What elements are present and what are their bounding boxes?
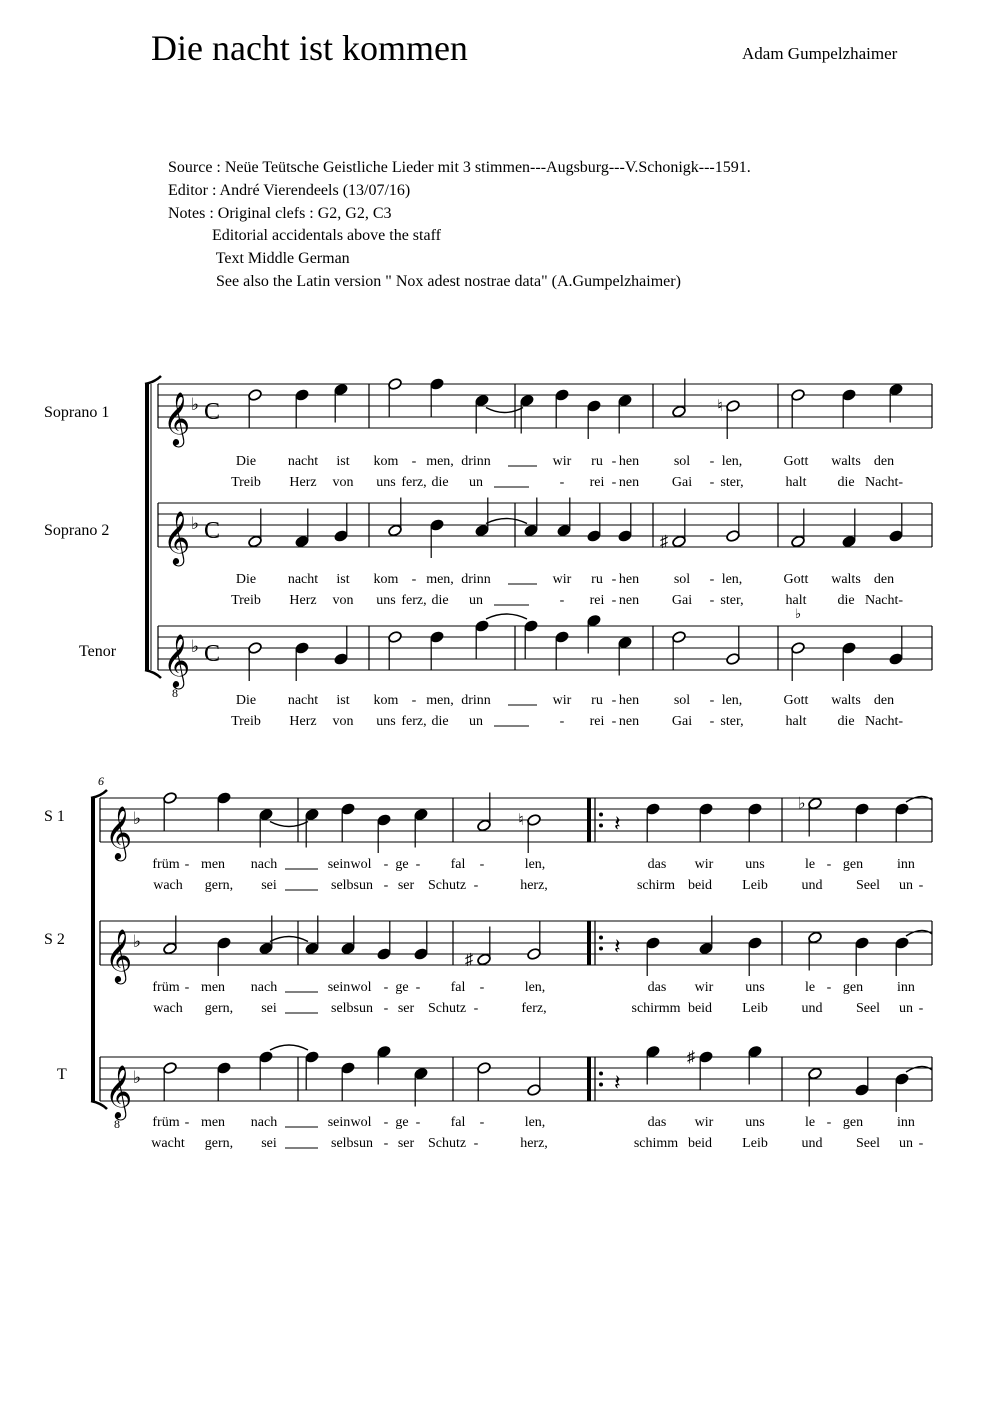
lyric-system1-voice3-line2: die: [837, 714, 855, 729]
lyric-system2-voice1-line2: Leib: [742, 878, 768, 893]
lyric-system1-voice2-line2: rei: [589, 593, 605, 608]
lyric-system2-voice1-line2: und: [801, 878, 823, 893]
lyric-system2-voice2-line2: ferz,: [521, 1001, 547, 1016]
lyric-system2-voice3-line2: gern,: [204, 1136, 234, 1151]
voice-label-t: T: [57, 1066, 67, 1083]
key-signature-flat-icon: ♭: [133, 932, 142, 951]
lyric-system1-voice2-line1: ist: [336, 572, 350, 587]
lyric-system2-voice3-line1: inn: [897, 1115, 915, 1130]
key-signature-flat-icon: ♭: [133, 809, 142, 828]
lyric-system1-voice3-line1: drinn: [461, 693, 491, 708]
lyric-system1-voice3-line1: len,: [721, 693, 743, 708]
lyric-system2-voice2-line2: sei: [261, 1001, 277, 1016]
lyric-system1-voice2-line1: nacht: [287, 572, 319, 587]
lyric-system1-voice3-line1: Gott: [783, 693, 809, 708]
lyric-system2-voice1-line1: uns: [745, 857, 765, 872]
lyric-system2-voice1-line2: beid: [687, 878, 713, 893]
clefs-line: Notes : Original clefs : G2, G2, C3: [168, 204, 392, 222]
lyric-system2-voice2-line1: -: [479, 980, 485, 995]
tie-slur: [270, 937, 308, 942]
lyric-system2-voice2-line2: selbs: [331, 1001, 359, 1016]
lyric-system1-voice2-line1: len,: [721, 572, 743, 587]
lyric-system1-voice3-line1: -: [709, 693, 715, 708]
lyric-system1-voice1-line2: -: [709, 475, 715, 490]
lyric-system2-voice1-line1: men: [200, 857, 226, 872]
treble-clef-icon: 𝄞: [163, 512, 191, 563]
lyric-system1-voice1-line2: Treib: [231, 475, 261, 490]
lyric-system1-voice3-line1: wir: [552, 693, 572, 708]
lyric-system1-voice2-line2: -: [611, 593, 617, 608]
lyric-system2-voice1-line2: ser: [397, 878, 415, 893]
lyric-system2-voice2-line1: fal: [450, 980, 466, 995]
tie-slur: [486, 408, 523, 413]
lyric-system2-voice3-line1: wir: [694, 1115, 714, 1130]
lyric-system1-voice1-line2: uns: [376, 475, 396, 490]
lyric-system2-voice2-line1: das: [647, 980, 667, 995]
key-signature-flat-icon: ♭: [133, 1068, 142, 1087]
lyric-system1-voice3-line1: ist: [336, 693, 350, 708]
lyric-system2-voice3-line1: le: [804, 1115, 816, 1130]
lyric-system2-voice3-line1: früm: [152, 1115, 180, 1130]
lyric-system1-voice3-line1: Die: [235, 693, 257, 708]
repeat-dot: [599, 1083, 603, 1087]
lyric-system1-voice3-line1: nacht: [287, 693, 319, 708]
treble-clef-icon: 𝄞: [105, 1066, 133, 1117]
lyric-system1-voice3-line2: halt: [785, 714, 807, 729]
measure-number: 6: [98, 774, 104, 788]
lyric-system2-voice3-line1: gen: [842, 1115, 864, 1130]
key-signature-flat-icon: ♭: [191, 514, 200, 533]
lyric-system1-voice2-line1: Gott: [783, 572, 809, 587]
lyric-system2-voice2-line1: früm: [152, 980, 180, 995]
lyric-system2-voice3-line2: ser: [397, 1136, 415, 1151]
lyric-system1-voice1-line2: Herz: [289, 475, 317, 490]
accidentals-line: Editorial accidentals above the staff: [168, 227, 441, 245]
page-title: Die nacht ist kommen: [151, 28, 468, 68]
lyric-system1-voice3-line1: sol: [673, 693, 691, 708]
lyric-system2-voice1-line1: ge: [395, 857, 409, 872]
lyric-system2-voice3-line2: schimm: [633, 1136, 679, 1151]
repeat-dot: [599, 947, 603, 951]
editor-line: Editor : André Vierendeels (13/07/16): [168, 181, 411, 199]
lyric-system1-voice2-line1: sol: [673, 572, 691, 587]
voice-label-s2: S 2: [44, 931, 65, 948]
lyric-system1-voice3-line1: ru: [591, 693, 603, 708]
lyric-system2-voice1-line2: gern,: [204, 878, 234, 893]
lyric-system1-voice1-line2: -: [611, 475, 617, 490]
repeat-dot: [599, 1072, 603, 1076]
lyric-system2-voice1-line2: un: [359, 878, 373, 893]
tie-slur: [486, 519, 527, 524]
lyric-system1-voice3-line1: men,: [426, 693, 454, 708]
lyric-system2-voice2-line1: le: [804, 980, 816, 995]
voice-label-soprano-1: Soprano 1: [44, 404, 110, 421]
lyric-system2-voice3-line2: -: [918, 1136, 924, 1151]
lyric-system2-voice3-line2: herz,: [520, 1136, 548, 1151]
lyric-system1-voice1-line2: halt: [785, 475, 807, 490]
lyric-system1-voice2-line2: ferz,: [401, 593, 427, 608]
tie-slur: [270, 822, 308, 827]
lyric-system2-voice3-line1: -: [184, 1115, 190, 1130]
lyric-system2-voice1-line1: fal: [450, 857, 466, 872]
lyric-system2-voice3-line1: men: [200, 1115, 226, 1130]
lyric-system2-voice1-line1: -: [184, 857, 190, 872]
voice-label-s1: S 1: [44, 808, 65, 825]
lyric-system1-voice2-line2: un: [469, 593, 483, 608]
time-signature-c: C: [204, 399, 221, 425]
lyric-system1-voice3-line2: Nacht-: [864, 714, 904, 729]
bracket-hook-bottom: [145, 670, 161, 678]
lyric-system1-voice1-line1: nacht: [287, 454, 319, 469]
tie-slur: [270, 1045, 308, 1050]
lyric-system2-voice3-line2: sei: [261, 1136, 277, 1151]
composer-name: Adam Gumpelzhaimer: [742, 44, 898, 63]
lyric-system2-voice1-line1: früm: [152, 857, 180, 872]
lyric-system1-voice2-line2: Treib: [231, 593, 261, 608]
lyric-system2-voice1-line1: sein: [327, 857, 351, 872]
lyric-system2-voice3-line1: das: [647, 1115, 667, 1130]
time-signature-c: C: [204, 641, 221, 667]
lyric-system1-voice3-line2: uns: [376, 714, 396, 729]
lyric-system2-voice3-line2: Schutz: [427, 1136, 467, 1151]
lyric-system1-voice3-line2: Treib: [231, 714, 261, 729]
lyric-system2-voice1-line1: nach: [250, 857, 278, 872]
natural-accidental-icon: ♮: [717, 398, 723, 415]
lyric-system1-voice1-line1: -: [411, 454, 417, 469]
lyric-system1-voice1-line2: ster,: [720, 475, 744, 490]
lyric-system2-voice2-line1: uns: [745, 980, 765, 995]
lyric-system2-voice3-line1: -: [826, 1115, 832, 1130]
lyric-system1-voice3-line1: den: [873, 693, 895, 708]
lyric-system2-voice3-line1: wol: [350, 1115, 372, 1130]
lyric-system2-voice2-line1: -: [415, 980, 421, 995]
lyric-system1-voice1-line1: men,: [426, 454, 454, 469]
lyric-system2-voice2-line1: -: [826, 980, 832, 995]
lyric-system1-voice2-line1: -: [709, 572, 715, 587]
tie-slur: [486, 614, 527, 619]
lyric-system2-voice1-line2: un: [899, 878, 913, 893]
lyric-system2-voice2-line2: -: [473, 1001, 479, 1016]
lyric-system1-voice2-line2: Herz: [289, 593, 317, 608]
lyric-system2-voice3-line2: und: [801, 1136, 823, 1151]
lyric-system1-voice3-line2: rei: [589, 714, 605, 729]
lyric-system1-voice1-line2: die: [431, 475, 449, 490]
lyric-system1-voice2-line1: wir: [552, 572, 572, 587]
lyric-system1-voice3-line1: kom: [373, 693, 399, 708]
lyric-system2-voice1-line1: -: [415, 857, 421, 872]
lyric-system2-voice2-line2: -: [383, 1001, 389, 1016]
lyric-system2-voice1-line1: wol: [350, 857, 372, 872]
lyric-system1-voice1-line1: wir: [552, 454, 572, 469]
lyric-system2-voice3-line2: wacht: [151, 1136, 185, 1151]
lyric-system2-voice3-line1: sein: [327, 1115, 351, 1130]
quarter-rest-icon: 𝄽: [614, 1070, 621, 1095]
lyric-system1-voice1-line2: ferz,: [401, 475, 427, 490]
lyric-system1-voice2-line2: nen: [618, 593, 640, 608]
lyric-system2-voice1-line2: -: [918, 878, 924, 893]
lyric-system1-voice3-line2: -: [611, 714, 617, 729]
lyric-system1-voice1-line1: len,: [721, 454, 743, 469]
editorial-flat-icon: ♭: [795, 606, 802, 621]
lyric-system2-voice1-line1: le: [804, 857, 816, 872]
lyric-system2-voice3-line1: ge: [395, 1115, 409, 1130]
flat-accidental-icon: ♭: [798, 795, 806, 813]
lyric-system1-voice3-line1: hen: [618, 693, 640, 708]
lyric-system1-voice2-line1: Die: [235, 572, 257, 587]
lyric-system1-voice2-line1: drinn: [461, 572, 491, 587]
lyric-system2-voice1-line1: -: [826, 857, 832, 872]
lyric-system2-voice3-line1: nach: [250, 1115, 278, 1130]
lyric-system2-voice1-line2: herz,: [520, 878, 548, 893]
lyric-system1-voice2-line2: ster,: [720, 593, 744, 608]
repeat-dot: [599, 813, 603, 817]
treble-clef-icon: 𝄞: [105, 807, 133, 858]
lyric-system2-voice2-line1: men: [200, 980, 226, 995]
lyric-system1-voice3-line2: Gai: [671, 714, 693, 729]
lyric-system2-voice2-line2: Leib: [742, 1001, 768, 1016]
lyric-system1-voice2-line2: Nacht-: [864, 593, 904, 608]
lyric-system1-voice2-line1: den: [873, 572, 895, 587]
lyric-system2-voice2-line2: Seel: [855, 1001, 881, 1016]
repeat-dot: [599, 936, 603, 940]
tie-slur: [906, 796, 932, 802]
lyric-system1-voice1-line2: nen: [618, 475, 640, 490]
lyric-system2-voice2-line1: gen: [842, 980, 864, 995]
lyric-system2-voice2-line2: un: [899, 1001, 913, 1016]
lyric-system2-voice2-line1: wir: [694, 980, 714, 995]
lyric-system1-voice1-line1: Gott: [783, 454, 809, 469]
bracket-hook-top: [145, 376, 161, 384]
key-signature-flat-icon: ♭: [191, 637, 200, 656]
lyric-system2-voice2-line1: sein: [327, 980, 351, 995]
lyric-system2-voice2-line1: -: [184, 980, 190, 995]
lyric-system1-voice3-line2: Herz: [289, 714, 317, 729]
lyric-system1-voice1-line2: -: [559, 475, 565, 490]
lyric-system1-voice1-line1: walts: [831, 454, 861, 469]
lyric-system2-voice2-line2: und: [801, 1001, 823, 1016]
lyric-system1-voice2-line1: -: [411, 572, 417, 587]
lyric-system1-voice3-line1: walts: [831, 693, 861, 708]
lyric-system1-voice3-line2: die: [431, 714, 449, 729]
natural-accidental-icon: ♮: [518, 812, 524, 829]
repeat-dot: [599, 824, 603, 828]
lyric-system1-voice2-line1: men,: [426, 572, 454, 587]
lyric-system2-voice3-line1: -: [415, 1115, 421, 1130]
lyric-system1-voice2-line2: -: [559, 593, 565, 608]
lyric-system2-voice2-line1: ge: [395, 980, 409, 995]
octave-eight-mark: 8: [114, 1117, 120, 1131]
tie-slur: [906, 930, 932, 936]
treble-clef-icon: 𝄞: [163, 393, 191, 444]
lyric-system1-voice1-line2: Gai: [671, 475, 693, 490]
lyric-system1-voice1-line1: kom: [373, 454, 399, 469]
lyric-system2-voice2-line2: -: [918, 1001, 924, 1016]
lyric-system1-voice1-line1: ru: [591, 454, 603, 469]
lyric-system2-voice1-line2: wach: [153, 878, 183, 893]
tie-slur: [906, 1066, 932, 1072]
lyric-system1-voice3-line2: un: [469, 714, 483, 729]
key-signature-flat-icon: ♭: [191, 395, 200, 414]
sharp-accidental-icon: ♯: [660, 533, 668, 551]
lyric-system2-voice3-line1: uns: [745, 1115, 765, 1130]
lyric-system2-voice1-line1: wir: [694, 857, 714, 872]
lyric-system1-voice1-line2: von: [332, 475, 354, 490]
bracket-hook-top: [91, 790, 107, 798]
lyric-system1-voice2-line2: halt: [785, 593, 807, 608]
lyric-system2-voice1-line2: schirm: [636, 878, 676, 893]
quarter-rest-icon: 𝄽: [614, 934, 621, 959]
lyric-system1-voice3-line2: von: [332, 714, 354, 729]
lyric-system1-voice1-line1: drinn: [461, 454, 491, 469]
lyric-system1-voice3-line2: ferz,: [401, 714, 427, 729]
voice-label-tenor: Tenor: [79, 643, 117, 660]
lyric-system2-voice3-line1: -: [383, 1115, 389, 1130]
lyric-system1-voice2-line2: uns: [376, 593, 396, 608]
lyric-system2-voice1-line2: Schutz: [427, 878, 467, 893]
lyric-system2-voice3-line2: Leib: [742, 1136, 768, 1151]
lyric-system2-voice3-line2: un: [359, 1136, 373, 1151]
lyric-system2-voice3-line1: fal: [450, 1115, 466, 1130]
lyric-system2-voice3-line2: -: [473, 1136, 479, 1151]
lyric-system1-voice3-line1: -: [611, 693, 617, 708]
lyric-system2-voice3-line1: -: [479, 1115, 485, 1130]
lyric-system1-voice2-line2: Gai: [671, 593, 693, 608]
lyric-system2-voice1-line1: gen: [842, 857, 864, 872]
octave-eight-mark: 8: [172, 686, 178, 700]
lyric-system2-voice3-line1: len,: [524, 1115, 546, 1130]
lyric-system1-voice2-line1: hen: [618, 572, 640, 587]
source-line: Source : Neüe Teütsche Geistliche Lieder mit 3 stimmen---Augsburg---V.Schonigk---1591.: [168, 159, 751, 176]
lyric-system1-voice1-line1: -: [611, 454, 617, 469]
lyric-system1-voice1-line2: die: [837, 475, 855, 490]
lyric-system2-voice2-line2: beid: [687, 1001, 713, 1016]
text-line: Text Middle German: [168, 250, 350, 268]
lyric-system1-voice2-line2: die: [431, 593, 449, 608]
lyric-system1-voice1-line2: un: [469, 475, 483, 490]
lyric-system2-voice2-line1: len,: [524, 980, 546, 995]
lyric-system1-voice2-line1: ru: [591, 572, 603, 587]
lyric-system2-voice3-line2: selbs: [331, 1136, 359, 1151]
see-also-line: See also the Latin version " Nox adest nostrae data" (A.Gumpelzhaimer): [168, 272, 681, 290]
lyric-system1-voice2-line1: walts: [831, 572, 861, 587]
lyric-system2-voice3-line2: beid: [687, 1136, 713, 1151]
lyric-system2-voice2-line1: -: [383, 980, 389, 995]
lyric-system2-voice3-line2: -: [383, 1136, 389, 1151]
lyric-system2-voice1-line1: das: [647, 857, 667, 872]
lyric-system2-voice1-line2: -: [383, 878, 389, 893]
lyric-system1-voice3-line1: -: [411, 693, 417, 708]
lyric-system2-voice1-line1: len,: [524, 857, 546, 872]
lyric-system1-voice1-line1: sol: [673, 454, 691, 469]
lyric-system1-voice1-line1: Die: [235, 454, 257, 469]
lyric-system2-voice1-line1: inn: [897, 857, 915, 872]
lyric-system1-voice2-line1: kom: [373, 572, 399, 587]
treble-clef-icon: 𝄞: [105, 930, 133, 981]
lyric-system2-voice2-line2: wach: [153, 1001, 183, 1016]
lyric-system2-voice3-line2: Seel: [855, 1136, 881, 1151]
lyric-system1-voice2-line2: die: [837, 593, 855, 608]
treble-clef-icon: 𝄞: [163, 635, 191, 686]
sharp-accidental-icon: ♯: [687, 1049, 695, 1066]
lyric-system2-voice2-line2: ser: [397, 1001, 415, 1016]
lyric-system1-voice2-line2: -: [709, 593, 715, 608]
lyric-system1-voice1-line1: hen: [618, 454, 640, 469]
lyric-system1-voice1-line2: rei: [589, 475, 605, 490]
lyric-system2-voice2-line1: nach: [250, 980, 278, 995]
lyric-system2-voice3-line2: un: [899, 1136, 913, 1151]
lyric-system1-voice1-line1: ist: [336, 454, 350, 469]
lyric-system1-voice2-line2: von: [332, 593, 354, 608]
lyric-system2-voice1-line2: sei: [261, 878, 277, 893]
lyric-system1-voice3-line2: ster,: [720, 714, 744, 729]
lyric-system1-voice2-line1: -: [611, 572, 617, 587]
lyric-system2-voice1-line1: -: [479, 857, 485, 872]
lyric-system2-voice2-line1: inn: [897, 980, 915, 995]
lyric-system2-voice2-line2: gern,: [204, 1001, 234, 1016]
lyric-system2-voice1-line2: Seel: [855, 878, 881, 893]
quarter-rest-icon: 𝄽: [614, 811, 621, 836]
lyric-system1-voice3-line2: -: [709, 714, 715, 729]
lyric-system2-voice1-line1: -: [383, 857, 389, 872]
lyric-system1-voice1-line2: Nacht-: [864, 475, 904, 490]
lyric-system2-voice1-line2: -: [473, 878, 479, 893]
lyric-system2-voice2-line1: wol: [350, 980, 372, 995]
lyric-system1-voice1-line1: den: [873, 454, 895, 469]
lyric-system2-voice1-line2: selbs: [331, 878, 359, 893]
lyric-system2-voice2-line2: un: [359, 1001, 373, 1016]
voice-label-soprano-2: Soprano 2: [44, 522, 110, 539]
time-signature-c: C: [204, 518, 221, 544]
lyric-system2-voice2-line2: schirmm: [631, 1001, 681, 1016]
lyric-system2-voice2-line2: Schutz: [427, 1001, 467, 1016]
lyric-system1-voice1-line1: -: [709, 454, 715, 469]
lyric-system1-voice3-line2: -: [559, 714, 565, 729]
lyric-system1-voice3-line2: nen: [618, 714, 640, 729]
sharp-accidental-icon: ♯: [465, 951, 473, 969]
